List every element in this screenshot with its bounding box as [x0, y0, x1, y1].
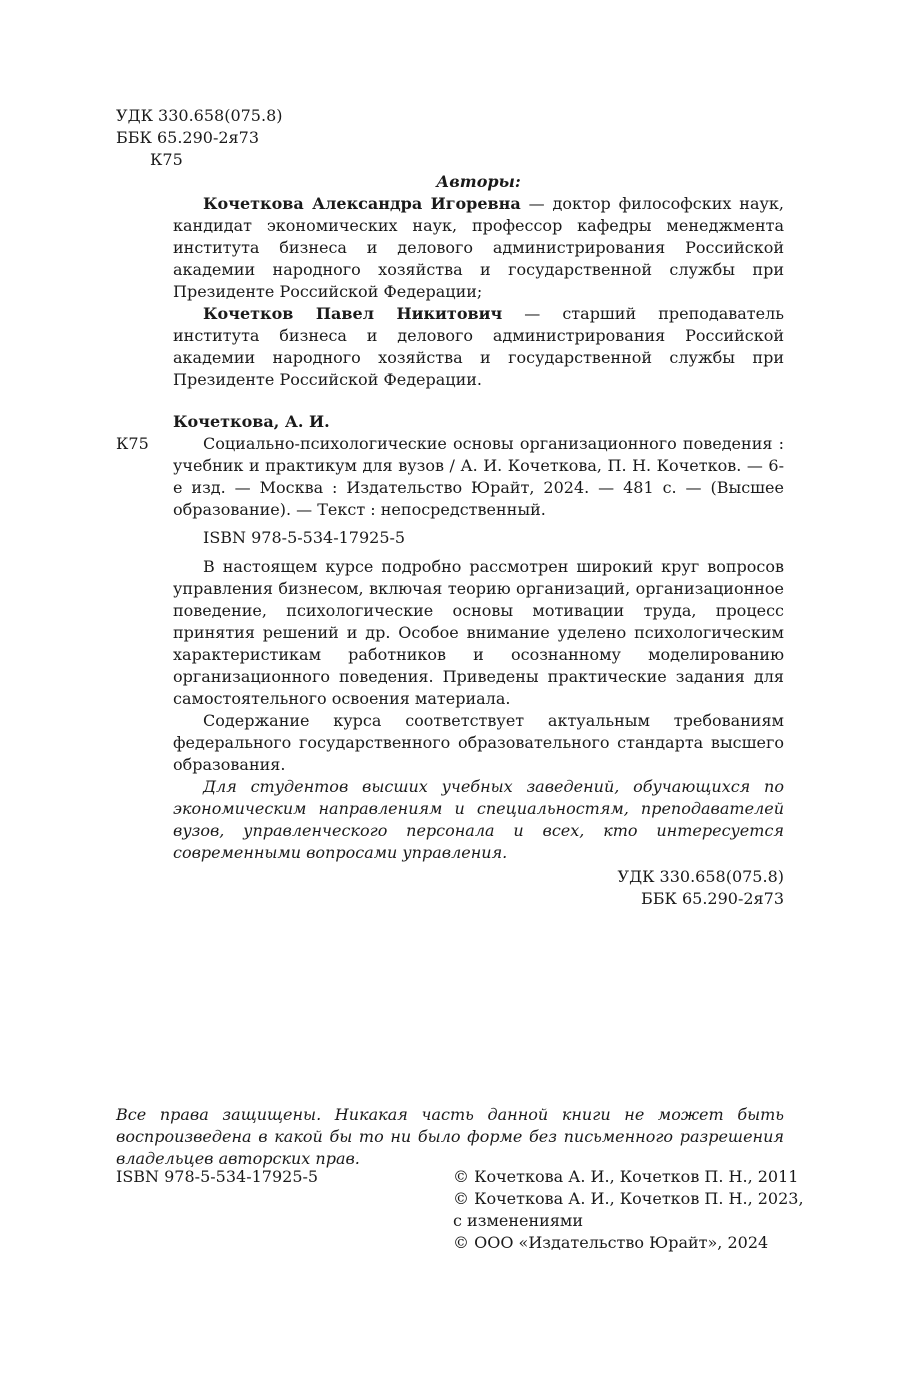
annotation-paragraph: В настоящем курсе подробно рассмотрен широкий круг вопросов управления бизнесом, включая теорию организаций, организационное поведение, психологические основы мотивации труда, процесс принятия решений и др. Особое внимание уделено психологическим характеристикам работников и осознанному моделированию организационного поведения. Приведены практические задания для самостоятельного освоения материала. [173, 557, 784, 708]
annotation-bbk: ББК 65.290-2я73 [640, 889, 784, 908]
bibliographic-heading: Кочеткова, А. И. [173, 412, 330, 431]
author-entry [173, 193, 784, 303]
classification-block [116, 105, 283, 171]
author-name: Кочеткова Александра Игоревна [203, 194, 521, 213]
bibliographic-description: Социально-психологические основы организационного поведения : учебник и практикум для вузов / А. И. Кочеткова, П. Н. Кочетков. — 6-е изд. — Москва : Издательство Юрайт, 2024. — 481 с. — (Высшее образование). — Текст : непосредственный. [173, 434, 784, 519]
copyright-line: © Кочеткова А. И., Кочетков П. Н., 2011 [453, 1167, 799, 1186]
annotation [173, 556, 784, 910]
bbk-code: ББК 65.290-2я73 [116, 128, 260, 147]
copyright-block [453, 1166, 804, 1254]
authors-list [173, 193, 784, 391]
rights-notice: Все права защищены. Никакая часть данной книги не может быть воспроизведена в какой бы то ни было форме без письменного разрешения владельцев авторских прав. [116, 1105, 784, 1168]
footer-isbn: ISBN 978-5-534-17925-5 [116, 1167, 319, 1186]
udk-code: УДК 330.658(075.8) [116, 106, 283, 125]
annotation-codes [173, 866, 784, 910]
copyright-line: с изменениями [453, 1211, 584, 1230]
copyright-line: © Кочеткова А. И., Кочетков П. Н., 2023, [453, 1189, 804, 1208]
author-name: Кочетков Павел Никитович [203, 304, 503, 323]
annotation-paragraph: Содержание курса соответствует актуальным требованиям федерального государственного образовательного стандарта высшего образования. [173, 711, 784, 774]
author-description: — доктор философских наук, кандидат экономических наук, профессор кафедры менеджмента института бизнеса и делового администрирования Российской академии народного хозяйства и государственной службы при Президенте Российской Федерации; [173, 194, 784, 301]
target-audience: Для студентов высших учебных заведений, обучающихся по экономическим направлениям и специальностям, преподавателей вузов, управленческого персонала и всех, кто интересуется современными вопросами управления. [173, 777, 784, 862]
author-entry [173, 303, 784, 391]
copyright-line: © ООО «Издательство Юрайт», 2024 [453, 1233, 769, 1252]
author-description: — старший преподаватель института бизнеса и делового администрирования Российской академии народного хозяйства и государственной службы при Президенте Российской Федерации. [173, 304, 785, 389]
bibliographic-isbn: ISBN 978-5-534-17925-5 [203, 528, 406, 547]
bibliographic-mark: К75 [116, 434, 149, 453]
author-mark: К75 [150, 150, 183, 169]
annotation-udk: УДК 330.658(075.8) [617, 867, 784, 886]
authors-heading: Авторы: [436, 172, 521, 191]
